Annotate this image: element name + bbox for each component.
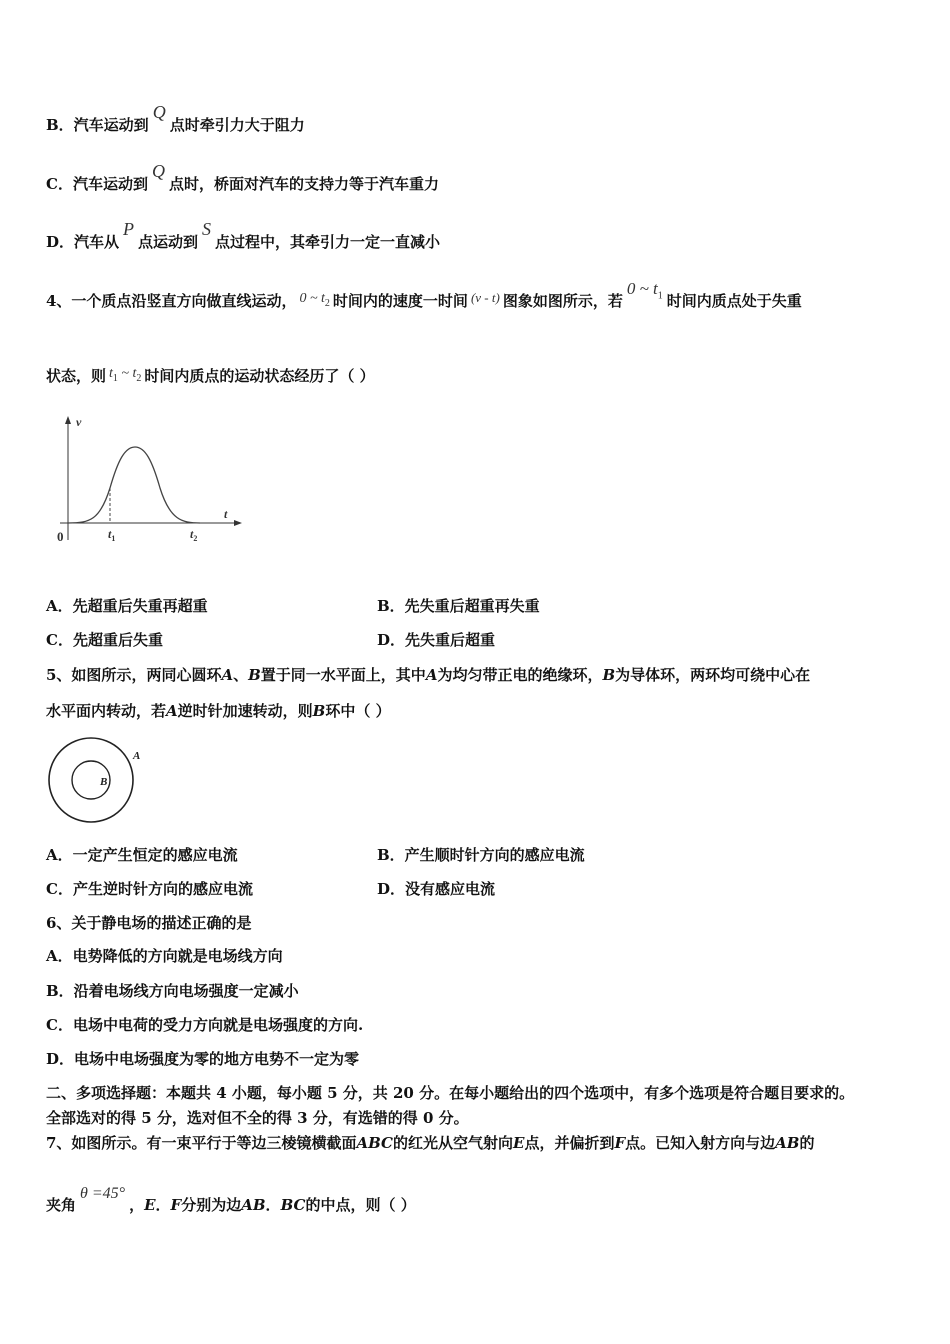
ring-a [49,738,133,822]
ring-a-label: A [133,750,141,762]
q4-option-a: A．先超重后失重再超重 [46,597,208,615]
stem-text: 时间内质点处于失重 [666,292,802,310]
q6-option-d: D．电场中电场强度为零的地方电势不一定为零 [46,1050,360,1068]
time-range: 0 ~ $t_2$ [299,291,330,309]
point-symbol: Q [152,102,166,122]
option-text: 点时，桥面对汽车的支持力等于汽车重力 [168,175,439,193]
q4-option-c: C．先超重后失重 [46,631,163,649]
stem-text: 状态，则 [46,367,107,385]
q4-option-b: B．先失重后超重再失重 [377,597,540,615]
q5-option-b: B．产生顺时针方向的感应电流 [377,846,585,864]
origin-label: 0 [57,529,64,544]
q5-option-c: C．产生逆时针方向的感应电流 [46,880,253,898]
q5-stem-line1: 5、如图所示，两同心圆环A、B置于同一水平面上，其中A为均匀带正电的绝缘环，B为导体环，两环均可绕中心在 [46,666,811,684]
q7-stem-line1: 7、如图所示。有一束平行于等边三棱镜横截面ABC的红光从空气射向E点，并偏折到F点。已知入射方向与边AB的 [46,1134,815,1152]
q3-option-c [46,161,439,194]
velocity-curve [68,447,200,523]
q4-stem-line2 [46,366,375,393]
option-text: D．汽车从 [46,233,120,251]
option-text: C．汽车运动到 [46,175,148,193]
option-text: 点时牵引力大于阻力 [169,116,305,134]
stem-text: 时间内的速度一时间 [332,292,468,310]
q3-option-d [46,219,441,252]
stem-text: 图象如图所示，若 [502,292,623,310]
concentric-rings-figure [44,735,154,827]
q3-option-b [46,102,305,135]
vt-notation: (v - t) [470,290,500,305]
time-range: 0 ~ $t_1$ [626,279,663,302]
angle-formula: θ =45° [80,1185,126,1202]
point-symbol: S [202,219,212,239]
option-text: B．汽车运动到 [46,116,149,134]
time-range: $t_1$ ~ $t_2$ [109,366,142,384]
point-symbol: Q [151,161,165,181]
x-axis-label: t [224,507,228,521]
q4-stem-line1 [46,279,802,318]
q5-option-d: D．没有感应电流 [377,880,496,898]
q5-option-a: A．一定产生恒定的感应电流 [46,846,238,864]
y-axis-label: v [76,415,82,429]
q5-stem-line2: 水平面内转动，若A逆时针加速转动，则B环中（ ） [46,702,391,720]
y-axis-arrow [65,416,71,424]
option-text: 点过程中，其牵引力一定一直减小 [215,233,441,251]
vt-graph [50,410,250,550]
ring-b-label: B [100,776,108,788]
q6-option-a: A．电势降低的方向就是电场线方向 [46,947,283,965]
q7-stem-line2: 夹角θ =45°，E．F分别为边AB．BC的中点，则（ ） [46,1185,416,1214]
t1-label: $t_1$ [108,527,116,543]
q4-option-d: D．先失重后超重 [377,631,496,649]
stem-text: 时间内质点的运动状态经历了（ ） [144,367,375,385]
x-axis-arrow [234,520,242,526]
q6-option-c: C．电场中电荷的受力方向就是电场强度的方向. [46,1016,364,1034]
point-symbol: P [123,219,135,239]
section-scoring: 全部选对的得 5 分，选对但不全的得 3 分，有选错的得 0 分。 [46,1109,469,1127]
q6-option-b: B．沿着电场线方向电场强度一定减小 [46,982,299,1000]
t2-label: $t_2$ [190,527,198,543]
option-text: 点运动到 [138,233,199,251]
stem-text: 4、一个质点沿竖直方向做直线运动， [46,292,297,310]
q6-stem: 6、关于静电场的描述正确的是 [46,914,252,932]
section-heading: 二、多项选择题：本题共 4 小题，每小题 5 分，共 20 分。在每小题给出的四个选项中，有多个选项是符合题目要求的。 [46,1084,855,1102]
